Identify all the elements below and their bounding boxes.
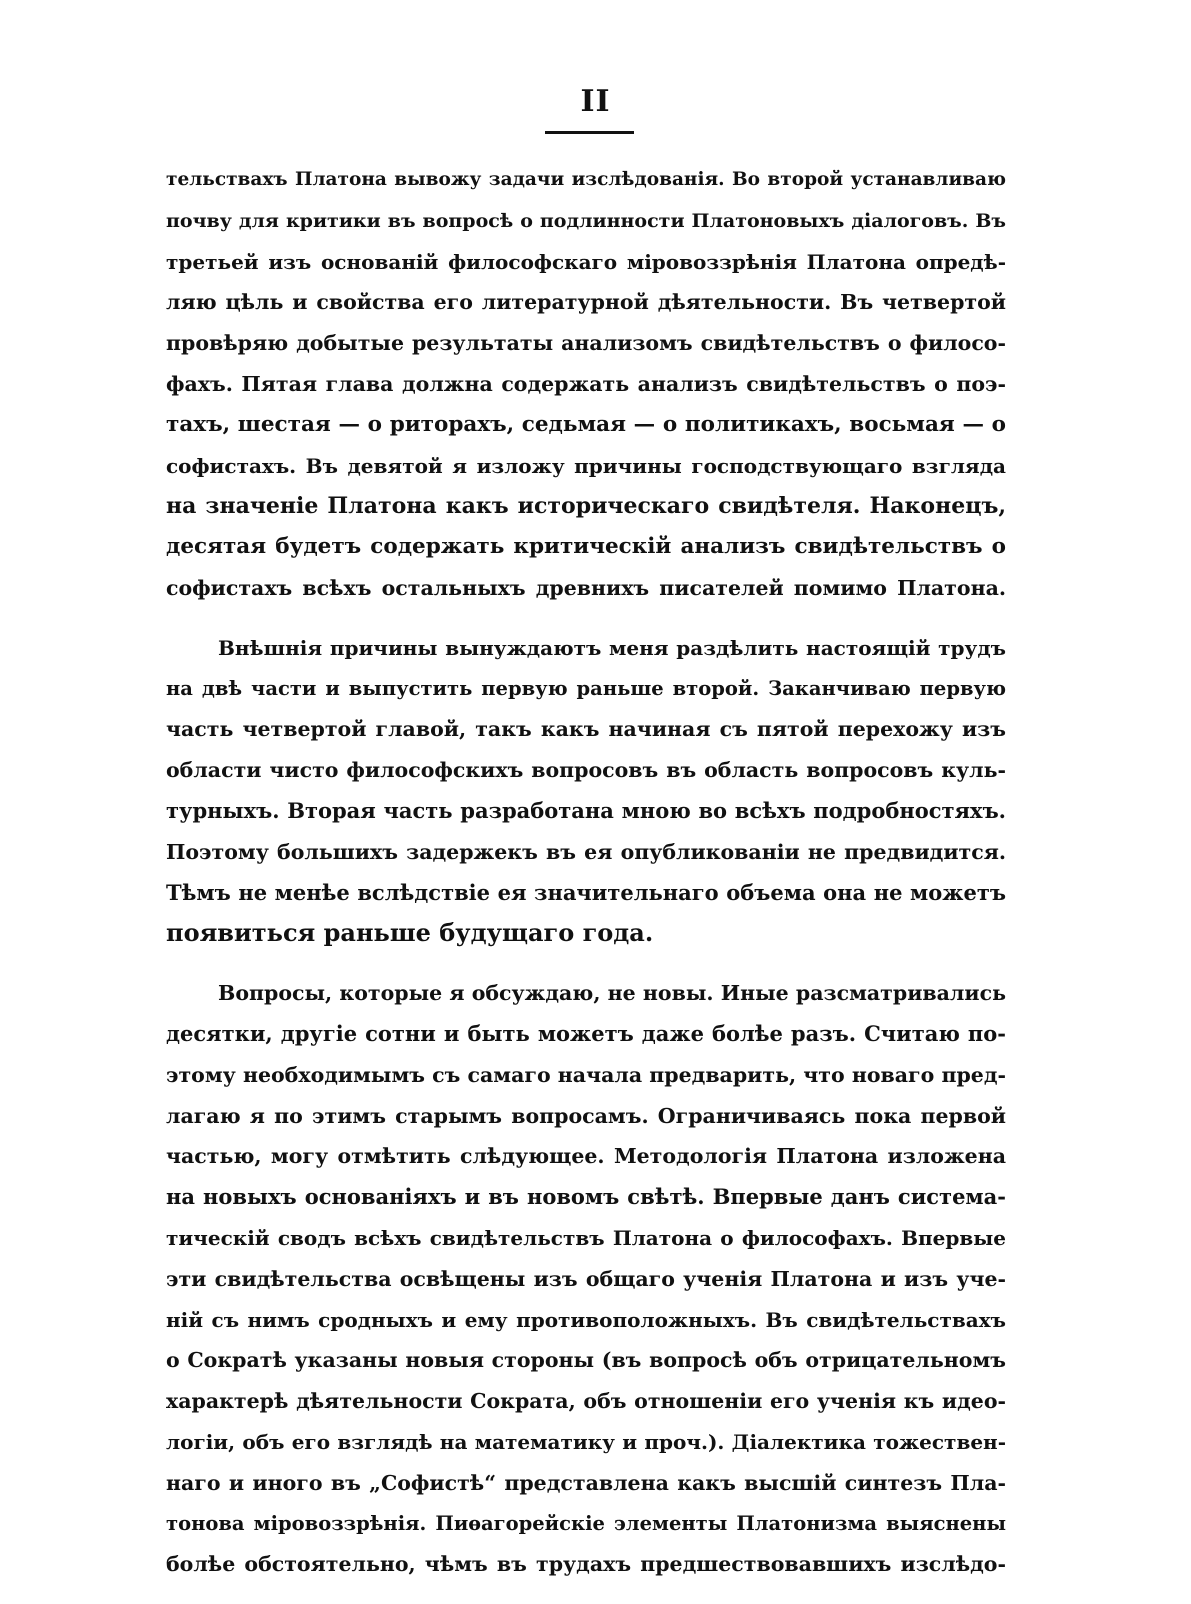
header-rule bbox=[545, 131, 634, 134]
text-line: на значеніе Платона какъ историческаго свидѣтеля. Наконецъ, bbox=[166, 493, 1006, 520]
text-line: на новыхъ основаніяхъ и въ новомъ свѣтѣ. Впервые данъ система- bbox=[166, 1184, 1006, 1210]
text-line: этому необходимымъ съ самаго начала предварить, что новаго пред- bbox=[166, 1062, 1006, 1087]
text-line: десятая будетъ содержать критическій анализъ свидѣтельствъ о bbox=[166, 534, 1006, 560]
body-text bbox=[166, 160, 1006, 1604]
text-line: часть четвертой главой, такъ какъ начиная съ пятой перехожу изъ bbox=[166, 717, 1006, 742]
text-line: тическій сводъ всѣхъ свидѣтельствъ Платона о философахъ. Впервые bbox=[166, 1225, 1006, 1250]
text-line: Тѣмъ не менѣе вслѣдствіе ея значительнаго объема она не можетъ bbox=[166, 879, 1006, 905]
text-line: частью, могу отмѣтить слѣдующее. Методологія Платона изложена bbox=[166, 1144, 1006, 1169]
text-line: появиться раньше будущаго года. bbox=[166, 918, 654, 948]
text-line: тельствахъ Платона вывожу задачи изслѣдованія. Во второй устанавливаю bbox=[166, 169, 1006, 190]
text-line: ній съ нимъ сродныхъ и ему противоположныхъ. Въ свидѣтельствахъ bbox=[166, 1307, 1006, 1332]
text-line: софистахъ. Въ девятой я изложу причины господствующаго взгляда bbox=[166, 453, 1006, 478]
text-line: эти свидѣтельства освѣщены изъ общаго ученія Платона и изъ уче- bbox=[166, 1266, 1006, 1291]
text-line: турныхъ. Вторая часть разработана мною во всѣхъ подробностяхъ. bbox=[166, 797, 1006, 823]
text-line: провѣряю добытые результаты анализомъ свидѣтельствъ о филосо- bbox=[166, 331, 1006, 356]
text-line: тахъ, шестая — о риторахъ, седьмая — о политикахъ, восьмая — о bbox=[166, 411, 1006, 437]
text-line: лагаю я по этимъ старымъ вопросамъ. Ограничиваясь пока первой bbox=[166, 1103, 1006, 1128]
text-line: характерѣ дѣятельности Сократа, объ отношеніи его ученія къ идео- bbox=[166, 1389, 1006, 1414]
text-line: Поэтому большихъ задержекъ въ ея опубликованіи не предвидится. bbox=[166, 839, 1006, 864]
text-line: наго и иного въ „Софистѣ“ представлена какъ высшій синтезъ Пла- bbox=[166, 1470, 1006, 1495]
text-line: болѣе обстоятельно, чѣмъ въ трудахъ предшествовавшихъ изслѣдо- bbox=[166, 1552, 1006, 1577]
text-line: ляю цѣль и свойства его литературной дѣятельности. Въ четвертой bbox=[166, 290, 1006, 315]
text-line: третьей изъ основаній философскаго міровоззрѣнія Платона опредѣ- bbox=[166, 249, 1006, 274]
text-line: Внѣшнія причины вынуждаютъ меня раздѣлить настоящій трудъ bbox=[218, 635, 1006, 660]
text-line: десятки, другіе сотни и быть можетъ даже болѣе разъ. Считаю по- bbox=[166, 1020, 1006, 1046]
text-line: области чисто философскихъ вопросовъ въ область вопросовъ куль- bbox=[166, 758, 1006, 783]
text-line: тонова міровоззрѣнія. Пиѳагорейскіе элементы Платонизма выяснены bbox=[166, 1511, 1006, 1535]
text-line: почву для критики въ вопросѣ о подлинности Платоновыхъ діалоговъ. Въ bbox=[166, 209, 1006, 232]
paragraph bbox=[166, 160, 1006, 609]
text-line: на двѣ части и выпустить первую раньше второй. Заканчиваю первую bbox=[166, 676, 1006, 700]
text-line: софистахъ всѣхъ остальныхъ древнихъ писателей помимо Платона. bbox=[166, 575, 1006, 600]
text-line: о Сократѣ указаны новыя стороны (въ вопросѣ объ отрицательномъ bbox=[166, 1348, 1006, 1373]
paragraph bbox=[166, 628, 1006, 954]
text-line: Вопросы, которые я обсуждаю, не новы. Иные разсматривались bbox=[218, 981, 1006, 1006]
text-line: фахъ. Пятая глава должна содержать анализъ свидѣтельствъ о поэ- bbox=[166, 371, 1006, 396]
paragraph bbox=[166, 973, 1006, 1585]
text-line: логіи, объ его взглядѣ на математику и проч.). Діалектика тожествен- bbox=[166, 1429, 1006, 1454]
page-number: II bbox=[580, 84, 611, 119]
